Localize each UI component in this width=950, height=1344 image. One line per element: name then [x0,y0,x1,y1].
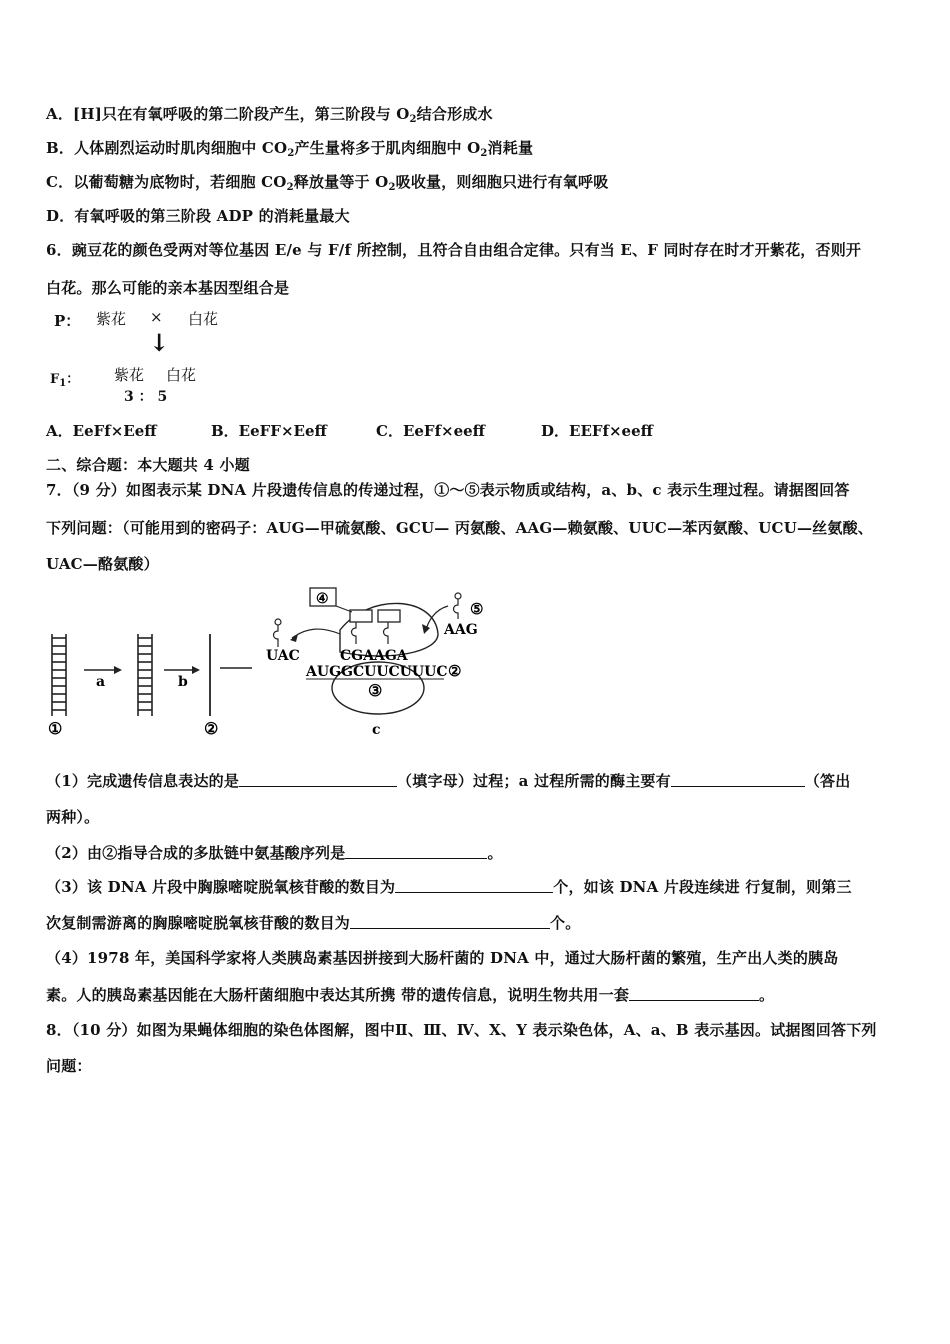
q7-stem-line2: 下列问题：（可能用到的密码子：AUG—甲硫氨酸、GCU— 丙氨酸、AAG—赖氨酸、UUC—苯丙氨酸、UCU—丝氨酸、 [46,519,873,537]
q5-option-c: C．以葡萄糖为底物时，若细胞 $CO_2$释放量等于 $O_2$吸收量，则细胞只进行有氧呼吸 [46,173,609,193]
q7-sub2: （2）由②指导合成的多肽链中氨基酸序列是 。 [46,844,503,862]
down-arrow-icon: ↓ [149,328,170,357]
q5-option-b: B．人体剧烈运动时肌肉细胞中 $CO_2$产生量将多于肌肉细胞中 $O_2$消耗量 [46,139,534,159]
parent1: 紫花 [96,310,127,328]
f1-label: $F_1$： [50,372,80,389]
answer-blank[interactable] [671,772,805,787]
q7-stem-line1: 7．（9 分）如图表示某 DNA 片段遗传信息的传递过程，①～⑤表示物质或结构，a、b、c 表示生理过程。请据图回答 [46,481,850,499]
q6-option-d: D．EEFf×eeff [541,422,653,440]
anticodon-right: AAG [444,622,478,638]
q7-sub3-line2: 次复制需游离的胸腺嘧啶脱氧核苷酸的数目为 个。 [46,914,581,932]
label-5: ⑤ [470,600,484,618]
q6-option-c: C．EeFf×eeff [376,422,485,440]
label-c: c [372,722,381,738]
answer-blank[interactable] [395,878,553,893]
section-heading: 二、综合题：本大题共 4 小题 [46,456,250,474]
q7-sub1-line2: 两种）。 [46,808,100,826]
answer-blank[interactable] [239,772,397,787]
dna-double-strand-1 [52,634,66,716]
trna-leaving [274,619,341,647]
parent2: 白花 [188,310,219,328]
answer-blank[interactable] [345,844,487,859]
arrow-a [84,666,122,674]
cross-symbol: × [150,308,163,326]
q7-sub4-line2: 素。人的胰岛素基因能在大肠杆菌细胞中表达其所携 带的遗传信息，说明生物共用一套 。 [46,986,775,1004]
q5-option-a: A．[H]只在有氧呼吸的第二阶段产生，第三阶段与 $O_2$结合形成水 [46,105,493,125]
q6-stem-line1: 6．豌豆花的颜色受两对等位基因 E/e 与 F/f 所控制，且符合自由组合定律。只有当 E、F 同时存在时才开紫花，否则开 [46,241,862,259]
arrow-b [164,666,200,674]
label-b: b [178,674,188,690]
q7-sub3-line1: （3）该 DNA 片段中胸腺嘧啶脱氧核苷酸的数目为 个，如该 DNA 片段连续进 行复制，则第三 [46,878,852,896]
trna-in-ribosome [352,622,389,644]
q7-gene-expression-figure [40,582,510,742]
p-label: P： [54,312,81,330]
q8-stem-line1: 8．（10 分）如图为果蝇体细胞的染色体图解，图中Ⅱ、Ⅲ、Ⅳ、X、Y 表示染色体，A、a、B 表示基因。试据图回答下列 [46,1021,877,1039]
q5-option-d: D．有氧呼吸的第三阶段 ADP 的消耗量最大 [46,207,350,225]
q8-stem-line2: 问题： [46,1057,92,1075]
label-a: a [96,674,106,690]
label-1: ① [48,719,63,738]
ratio: 3 ： 5 [124,389,168,405]
child2: 白花 [166,366,197,384]
label-3: ③ [368,681,383,700]
q6-option-a: A．EeFf×Eeff [46,422,157,440]
trna-anticodons: CGAAGA [340,648,408,664]
q7-sub1-line1: （1）完成遗传信息表达的是 （填字母）过程；a 过程所需的酶主要有 （答出 [46,772,851,790]
q6-option-b: B．EeFF×Eeff [211,422,327,440]
child1: 紫花 [114,366,145,384]
label-4: ④ [316,591,329,607]
q6-cross-diagram [50,306,310,416]
q7-stem-line3: UAC—酪氨酸） [46,555,159,573]
label-2a: ② [204,719,219,738]
mrna-sequence: AUGGCUUCUUUC [306,664,448,680]
answer-blank[interactable] [350,914,550,929]
label-2b: ② [448,662,462,680]
dna-double-strand-2 [138,634,152,716]
anticodon-left: UAC [266,648,300,664]
q7-sub4-line1: （4）1978 年，美国科学家将人类胰岛素基因拼接到大肠杆菌的 DNA 中，通过大肠杆菌的繁殖，生产出人类的胰岛 [46,949,839,967]
answer-blank[interactable] [629,986,759,1001]
q6-stem-line2: 白花。那么可能的亲本基因型组合是 [46,279,290,297]
